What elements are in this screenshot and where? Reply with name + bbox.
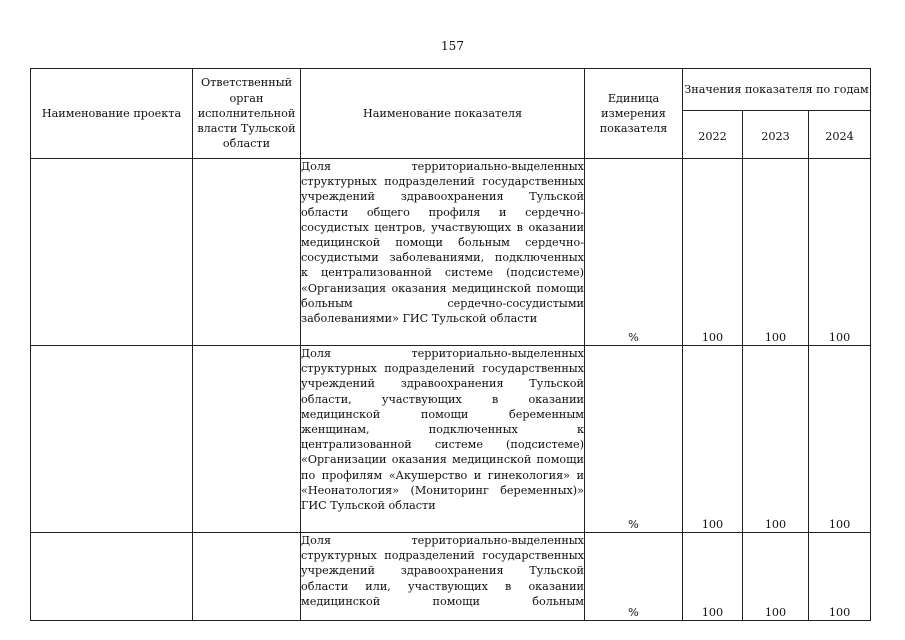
row-responsible-cell: [193, 346, 301, 533]
indicator-line: «Неонатология» (Мониторинг беременных)»: [301, 483, 584, 497]
header-indicator: Наименование показателя: [301, 69, 585, 159]
indicator-line: «Организации оказания медицинской помощи: [301, 453, 584, 467]
row-value-2024: 100: [809, 346, 871, 533]
row-project-cell: [31, 533, 193, 621]
row-project-cell: [31, 346, 193, 533]
row-value-2023: 100: [743, 159, 809, 346]
indicator-line: области, участвующих в оказании: [301, 392, 584, 406]
row-value-2022: 100: [683, 346, 743, 533]
indicator-line: Доля территориально-выделенных: [301, 534, 584, 547]
row-value-2023: 100: [743, 533, 809, 621]
row-unit-cell: %: [585, 533, 683, 621]
indicator-line: «Организация оказания медицинской помощи: [301, 281, 584, 295]
indicator-line: Доля территориально-выделенных: [301, 347, 584, 360]
indicators-table: [30, 68, 871, 621]
header-year-2024: 2024: [809, 111, 871, 159]
indicator-line: больным сердечно-сосудистыми: [301, 296, 584, 310]
indicator-line: к централизованной системе (подсистеме): [301, 266, 584, 280]
indicator-line: медицинской помощи больным: [301, 594, 584, 608]
row-value-2022: 100: [683, 159, 743, 346]
row-responsible-cell: [193, 533, 301, 621]
indicator-line: женщинам, подключенных к: [301, 423, 584, 437]
header-unit: Единица измерения показателя: [585, 69, 683, 159]
indicator-line: по профилям «Акушерство и гинекология» и: [301, 468, 584, 482]
header-values-group: Значения показателя по годам: [683, 69, 871, 111]
header-row-top: [31, 69, 871, 111]
row-indicator-cell: [301, 346, 585, 533]
row-indicator-cell: [301, 533, 585, 621]
indicator-line: области или, участвующих в оказании: [301, 579, 584, 593]
header-project: Наименование проекта: [31, 69, 193, 159]
indicator-line: структурных подразделений государственных: [301, 549, 584, 563]
indicator-line: учреждений здравоохранения Тульской: [301, 564, 584, 578]
indicator-line: ГИС Тульской области: [301, 499, 436, 513]
table-row: [31, 533, 871, 621]
row-value-2022: 100: [683, 533, 743, 621]
indicator-line: структурных подразделений государственных: [301, 175, 584, 189]
row-value-2023: 100: [743, 346, 809, 533]
indicator-line: сосудистых центров, участвующих в оказании: [301, 220, 584, 234]
table-row: [31, 346, 871, 533]
indicator-line: централизованной системе (подсистеме): [301, 438, 584, 452]
header-responsible: Ответственный орган исполнительной власти Тульской области: [193, 69, 301, 159]
indicator-line: учреждений здравоохранения Тульской: [301, 377, 584, 391]
indicator-line: заболеваниями» ГИС Тульской области: [301, 312, 538, 326]
indicator-line: области общего профиля и сердечно-: [301, 205, 584, 219]
indicator-line: медицинской помощи беременным: [301, 407, 584, 421]
table-row: [31, 159, 871, 346]
row-project-cell: [31, 159, 193, 346]
row-value-2024: 100: [809, 533, 871, 621]
page-number: 157: [441, 39, 464, 53]
row-unit-cell: %: [585, 159, 683, 346]
indicator-line: структурных подразделений государственных: [301, 362, 584, 376]
indicator-line: Доля территориально-выделенных: [301, 160, 584, 173]
row-responsible-cell: [193, 159, 301, 346]
row-value-2024: 100: [809, 159, 871, 346]
row-indicator-cell: [301, 159, 585, 346]
indicator-line: учреждений здравоохранения Тульской: [301, 190, 584, 204]
header-year-2023: 2023: [743, 111, 809, 159]
row-unit-cell: %: [585, 346, 683, 533]
indicator-line: медицинской помощи больным сердечно-: [301, 236, 584, 250]
indicator-line: сосудистыми заболеваниями, подключенных: [301, 251, 584, 265]
header-year-2022: 2022: [683, 111, 743, 159]
